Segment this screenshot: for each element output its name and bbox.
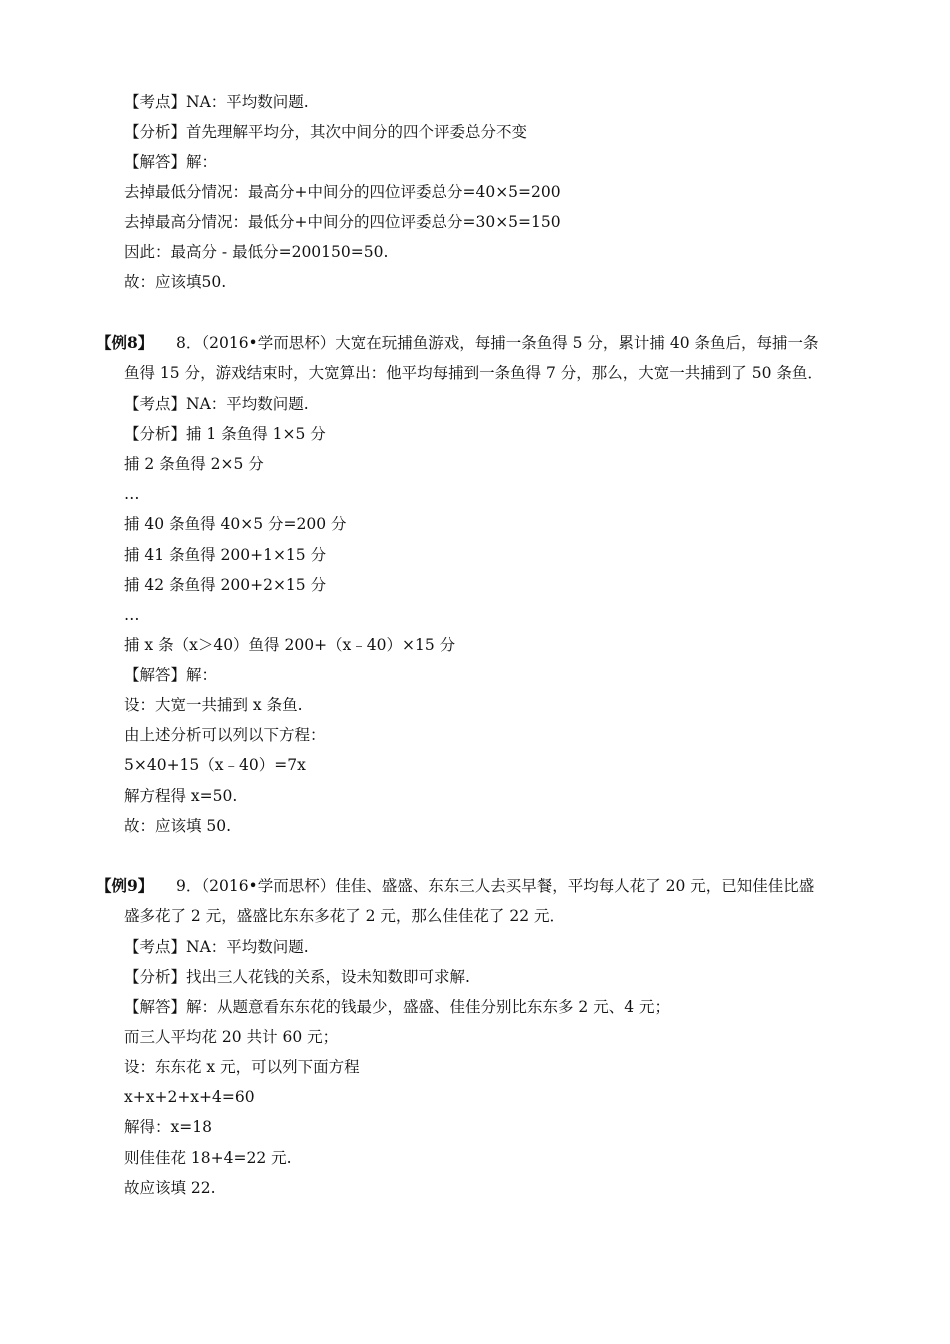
solution-line: 设：东东花 x 元，可以列下面方程 — [124, 1058, 360, 1076]
solution-line: 因此：最高分 - 最低分=200150=50. — [124, 243, 389, 261]
kaodian-line-2: 【考点】NA：平均数问题. — [124, 395, 309, 413]
solution-line: 故：应该填50. — [124, 273, 227, 291]
solution-line: 则佳佳花 18+4=22 元. — [124, 1149, 292, 1167]
example-9-question-line-1: 9．（2016•学而思杯）佳佳、盛盛、东东三人去买早餐，平均每人花了 20 元，已知佳佳比盛 — [176, 877, 815, 895]
jieda-line-2: 【解答】解： — [124, 666, 218, 684]
example-8-question-line-1: 8．（2016•学而思杯）大宽在玩捕鱼游戏，每捕一条鱼得 5 分，累计捕 40 条鱼后，每捕一条 — [176, 334, 819, 352]
example-9-tag: 【例9】 — [96, 876, 154, 895]
analysis-line: 捕 x 条（x＞40）鱼得 200+（x﹣40）×15 分 — [124, 636, 456, 654]
analysis-line: 捕 42 条鱼得 200+2×15 分 — [124, 576, 327, 594]
jieda-line-3: 【解答】解：从题意看东东花的钱最少，盛盛、佳佳分别比东东多 2 元、4 元； — [124, 998, 671, 1016]
solution-line: 解方程得 x=50. — [124, 787, 238, 805]
example-9-question-line-2: 盛多花了 2 元，盛盛比东东多花了 2 元，那么佳佳花了 22 元． — [124, 907, 566, 925]
example-8-tag: 【例8】 — [96, 333, 154, 352]
solution-line: 故：应该填 50. — [124, 817, 232, 835]
example-8-question-line-2: 鱼得 15 分，游戏结束时，大宽算出：他平均每捕到一条鱼得 7 分，那么，大宽一共捕到了 50 条鱼． — [124, 364, 823, 382]
solution-line: 而三人平均花 20 共计 60 元； — [124, 1028, 339, 1046]
solution-line: 去掉最低分情况：最高分+中间分的四位评委总分=40×5=200 — [124, 183, 561, 201]
kaodian-line-1: 【考点】NA：平均数问题. — [124, 93, 309, 111]
solution-line: 解得：x=18 — [124, 1118, 212, 1136]
fenxi-line-2: 【分析】捕 1 条鱼得 1×5 分 — [124, 425, 326, 443]
analysis-line: 捕 40 条鱼得 40×5 分=200 分 — [124, 515, 347, 533]
fenxi-line-3: 【分析】找出三人花钱的关系，设未知数即可求解. — [124, 968, 470, 986]
analysis-line: … — [124, 485, 140, 503]
solution-line: 设：大宽一共捕到 x 条鱼. — [124, 696, 303, 714]
kaodian-line-3: 【考点】NA：平均数问题. — [124, 938, 309, 956]
analysis-line: … — [124, 606, 140, 624]
fenxi-line-1: 【分析】首先理解平均分，其次中间分的四个评委总分不变 — [124, 123, 528, 141]
solution-line: 去掉最高分情况：最低分+中间分的四位评委总分=30×5=150 — [124, 213, 561, 231]
jieda-line-1: 【解答】解： — [124, 153, 218, 171]
analysis-line: 捕 41 条鱼得 200+1×15 分 — [124, 546, 327, 564]
solution-line: x+x+2+x+4=60 — [124, 1088, 255, 1106]
analysis-line: 捕 2 条鱼得 2×5 分 — [124, 455, 264, 473]
solution-line: 5×40+15（x﹣40）=7x — [124, 756, 306, 774]
solution-line: 由上述分析可以列以下方程： — [124, 726, 326, 744]
solution-line: 故应该填 22. — [124, 1179, 216, 1197]
